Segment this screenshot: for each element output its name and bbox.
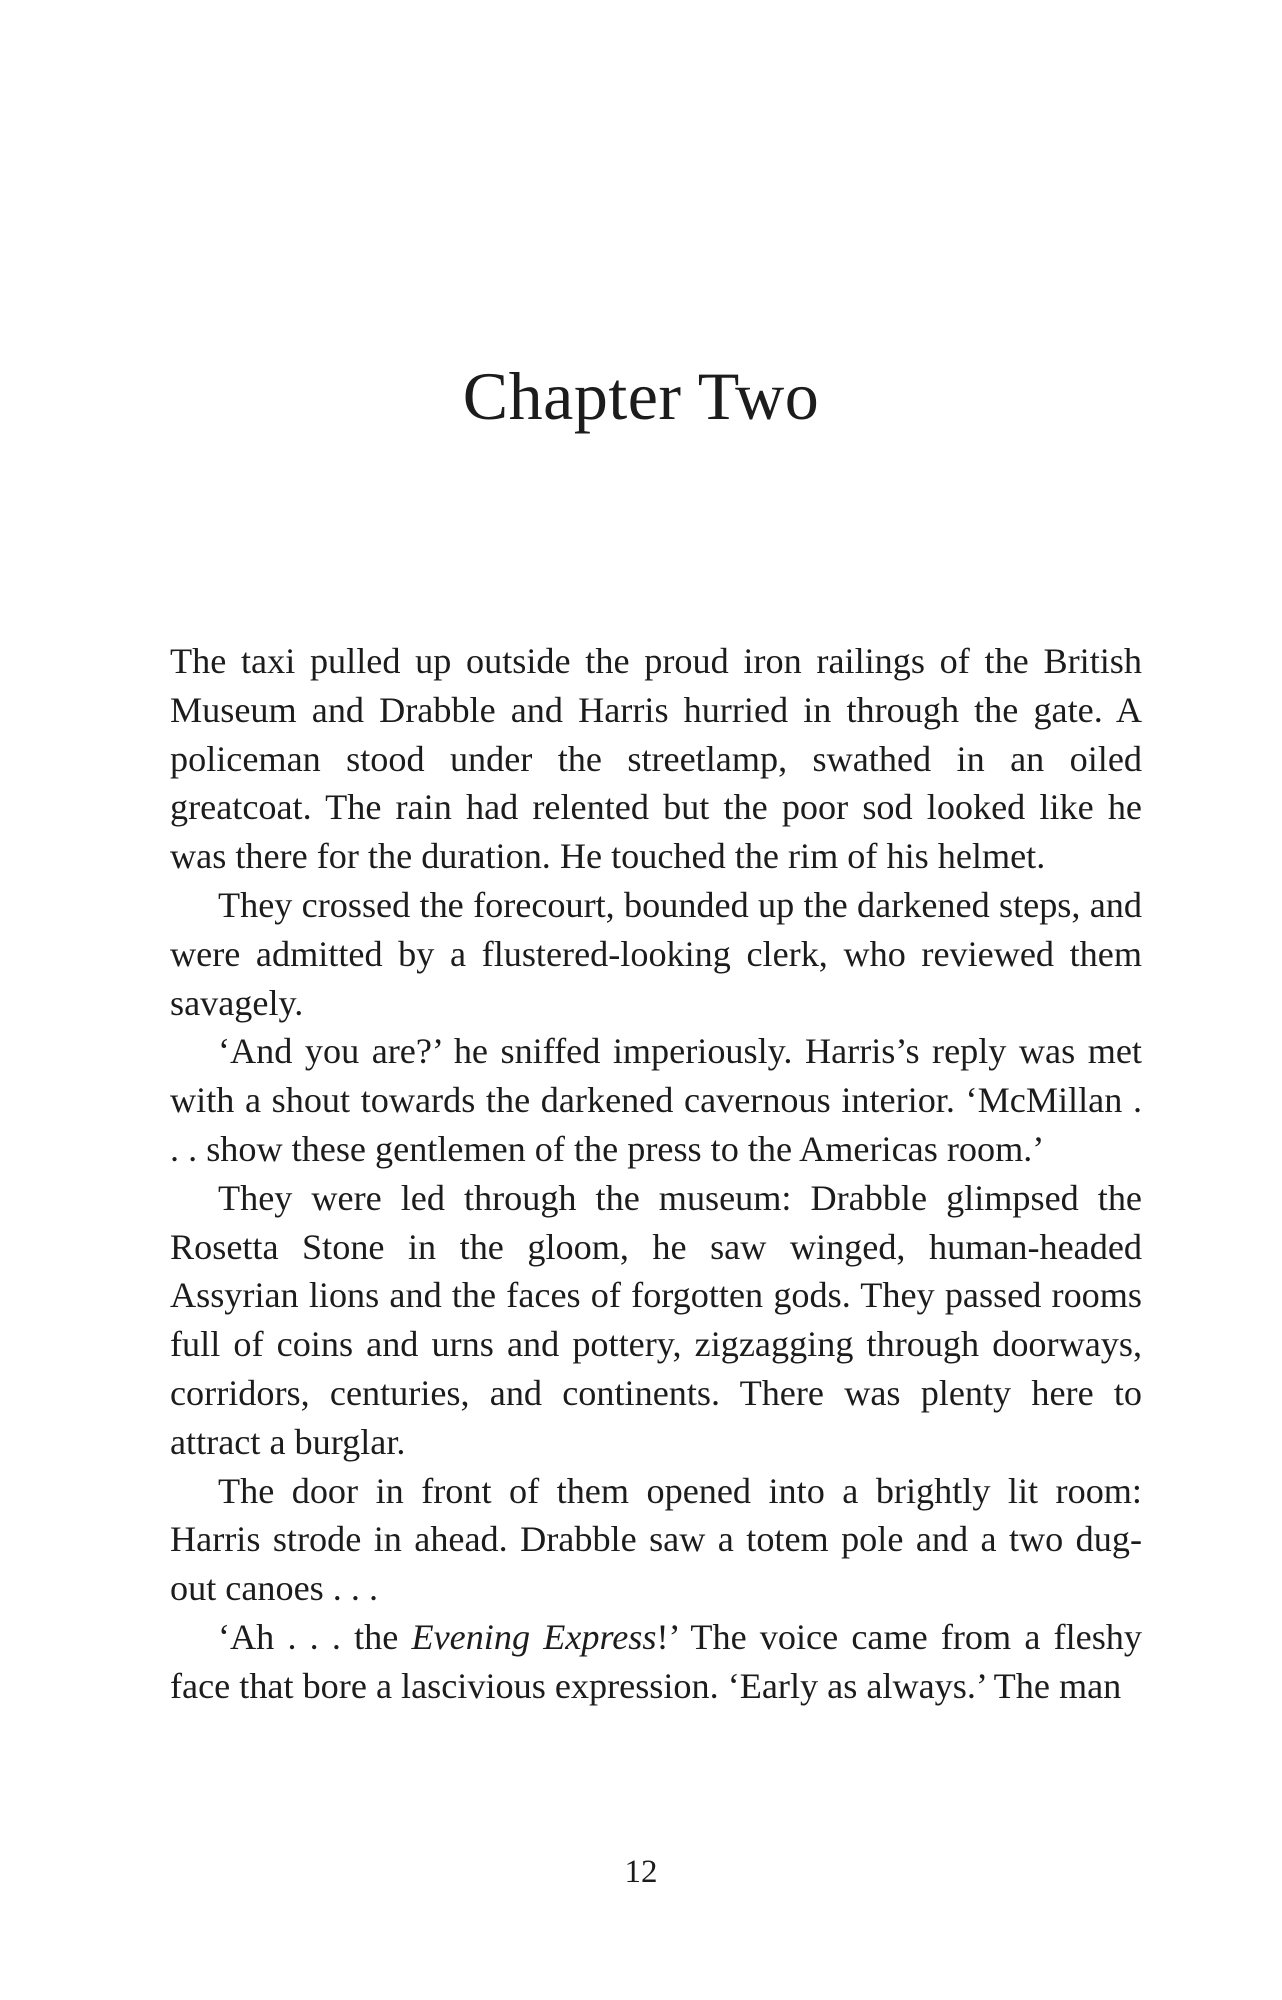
chapter-body xyxy=(170,637,1142,1711)
newspaper-title-italic: Evening Express xyxy=(411,1616,657,1657)
paragraph-6-start: ‘Ah . . . the xyxy=(218,1616,412,1657)
paragraph-5: The door in front of them opened into a brightly lit room: Harris strode in ahead. Drabble saw a totem pole and a two dug-out canoes . . . xyxy=(170,1470,1142,1609)
paragraph-1: The taxi pulled up outside the proud iron railings of the British Museum and Drabble and Harris hurried in through the gate. A policeman stood under the streetlamp, swathed in an oiled greatcoat. The rain had relented but the poor sod looked like he was there for the duration. He touched the rim of his helmet. xyxy=(170,641,1142,877)
paragraph-3: ‘And you are?’ he sniffed imperiously. Harris’s reply was met with a shout towards the darkened cavernous interior. ‘McMillan . . . show these gentlemen of the press to the Americas room.’ xyxy=(170,1031,1142,1169)
chapter-title: Chapter Two xyxy=(462,358,820,434)
paragraph-6-end: !’ The voice came from a fleshy face that bore a lascivious expression. ‘Early as always.’ The man xyxy=(170,1616,1142,1706)
page-number: 12 xyxy=(624,1854,658,1890)
paragraph-4: They were led through the museum: Drabble glimpsed the Rosetta Stone in the gloom, he saw winged, human-headed Assyrian lions and the faces of forgotten gods. They passed rooms full of coins and urns and pottery, zigzagging through doorways, corridors, centuries, and continents. There was plenty here to attract a burglar. xyxy=(170,1177,1142,1462)
paragraph-6 xyxy=(170,1613,1142,1711)
paragraph-2: They crossed the forecourt, bounded up the darkened steps, and were admitted by a flustered-looking clerk, who reviewed them savagely. xyxy=(170,884,1142,1023)
